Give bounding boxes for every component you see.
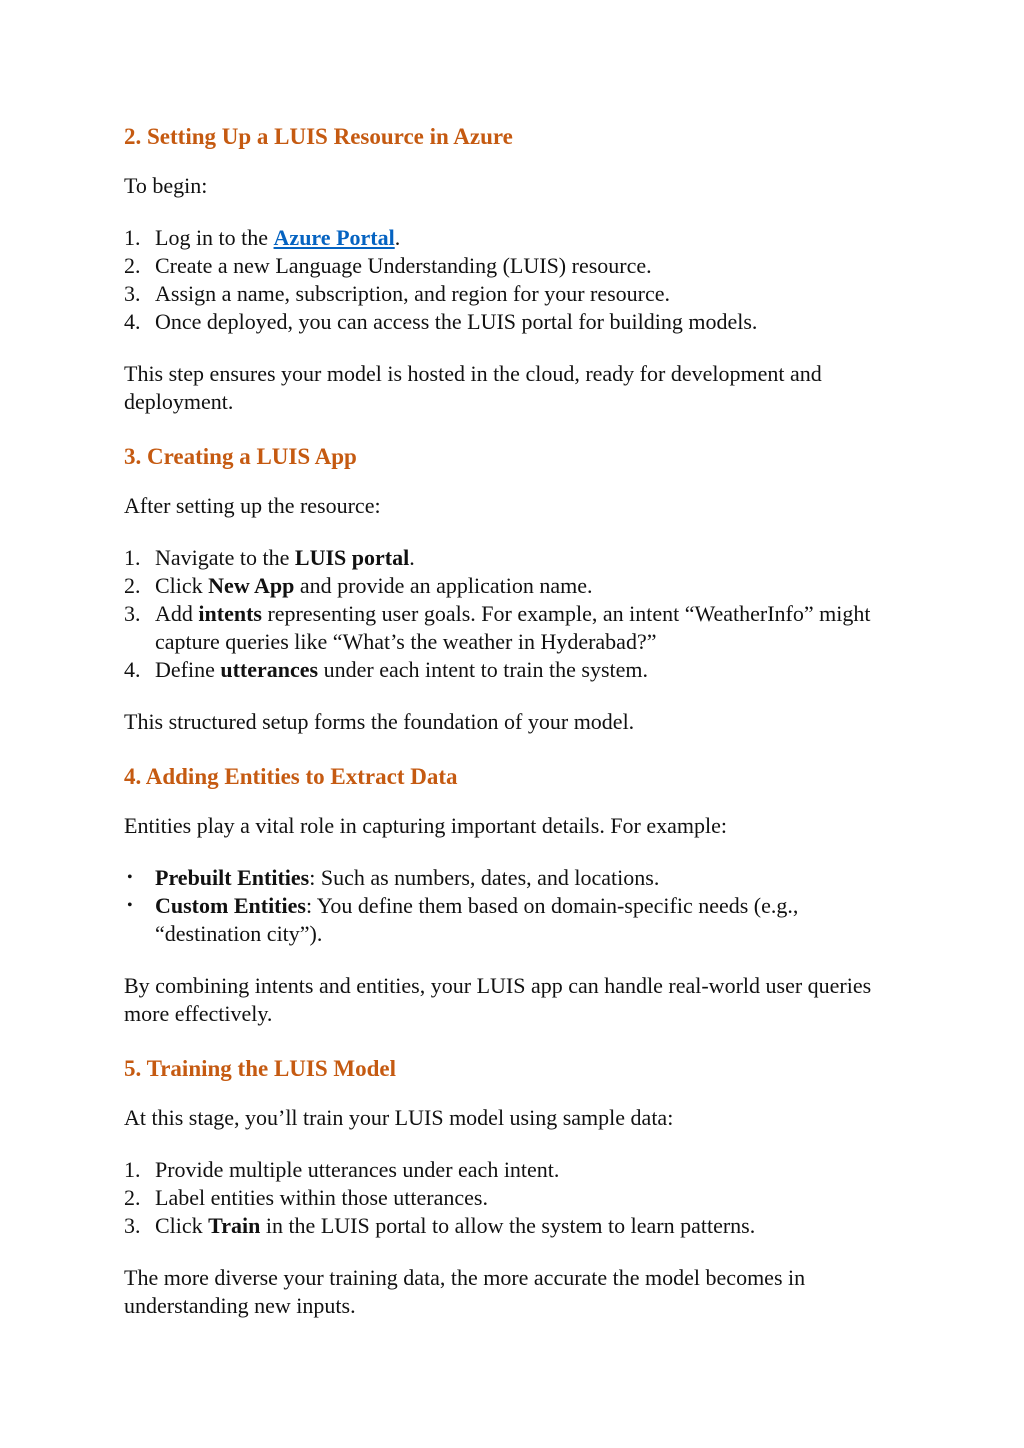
section-outro: The more diverse your training data, the more accurate the model becomes in understanding new inputs. [124, 1265, 806, 1318]
list-number: 3. [124, 601, 141, 626]
list-item [124, 252, 904, 280]
list-item-text: Log in to the [155, 225, 274, 250]
list-number: 1. [124, 1157, 141, 1182]
list-item-text: in the LUIS portal to allow the system to learn patterns. [260, 1213, 756, 1238]
section-intro: To begin: [124, 173, 208, 198]
section-heading: 3. Creating a LUIS App [124, 444, 357, 469]
bullet-icon: • [127, 869, 133, 886]
list-item-bold: Custom Entities [155, 893, 306, 918]
numbered-list [124, 1156, 904, 1240]
list-number: 2. [124, 253, 141, 278]
list-item-text: : You define them based on domain-specific needs (e.g., “destination city”). [155, 893, 799, 946]
list-item-text: Click [155, 1213, 209, 1238]
list-item [124, 1156, 904, 1184]
list-item [124, 1184, 904, 1212]
list-item-text: . [409, 545, 415, 570]
list-item-text: representing user goals. For example, an intent “WeatherInfo” might capture queries like “What’s the weather in Hyderabad?” [155, 601, 871, 654]
list-item-text: Assign a name, subscription, and region for your resource. [155, 281, 671, 306]
list-item [124, 308, 904, 336]
list-item [124, 1212, 904, 1240]
section-intro: Entities play a vital role in capturing important details. For example: [124, 813, 728, 838]
list-number: 2. [124, 573, 141, 598]
list-item-text: Provide multiple utterances under each intent. [155, 1157, 560, 1182]
list-item [124, 892, 904, 948]
section-outro: This step ensures your model is hosted in the cloud, ready for development and deployment. [124, 361, 822, 414]
list-item-text: Once deployed, you can access the LUIS portal for building models. [155, 309, 758, 334]
section-intro: After setting up the resource: [124, 493, 381, 518]
section-outro: This structured setup forms the foundation of your model. [124, 709, 635, 734]
section-intro: At this stage, you’ll train your LUIS model using sample data: [124, 1105, 674, 1130]
list-number: 3. [124, 281, 141, 306]
list-number: 2. [124, 1185, 141, 1210]
list-item-bold: intents [198, 601, 262, 626]
list-item [124, 864, 904, 892]
section-creating-app [124, 440, 904, 736]
list-item-text: Click [155, 573, 209, 598]
list-number: 4. [124, 309, 141, 334]
list-item-text: under each intent to train the system. [318, 657, 649, 682]
list-number: 4. [124, 657, 141, 682]
list-item [124, 600, 904, 656]
list-item-bold: utterances [220, 657, 319, 682]
list-number: 1. [124, 225, 141, 250]
section-adding-entities [124, 760, 904, 1028]
list-item [124, 544, 904, 572]
section-setup-resource [124, 120, 904, 416]
list-item-bold: New App [208, 573, 295, 598]
list-item-bold: Train [208, 1213, 261, 1238]
section-outro: By combining intents and entities, your LUIS app can handle real-world user queries more effectively. [124, 973, 872, 1026]
list-item [124, 656, 904, 684]
list-item [124, 572, 904, 600]
document-page [124, 120, 904, 1320]
list-item-text: : Such as numbers, dates, and locations. [309, 865, 660, 890]
list-number: 1. [124, 545, 141, 570]
section-heading: 5. Training the LUIS Model [124, 1056, 396, 1081]
list-item-text: and provide an application name. [294, 573, 593, 598]
bullet-icon: • [127, 897, 133, 914]
list-item-bold: LUIS portal [294, 545, 410, 570]
list-item [124, 224, 904, 252]
list-item-text: . [394, 225, 401, 250]
list-item-text: Add [155, 601, 199, 626]
section-heading: 2. Setting Up a LUIS Resource in Azure [124, 124, 513, 149]
list-number: 3. [124, 1213, 141, 1238]
section-training-model [124, 1052, 904, 1320]
list-item-text: Navigate to the [155, 545, 295, 570]
azure-portal-link[interactable]: Azure Portal [273, 225, 395, 250]
numbered-list [124, 544, 904, 684]
list-item-text: Create a new Language Understanding (LUIS) resource. [155, 253, 652, 278]
list-item [124, 280, 904, 308]
section-heading: 4. Adding Entities to Extract Data [124, 764, 458, 789]
numbered-list [124, 224, 904, 336]
list-item-text: Label entities within those utterances. [155, 1185, 488, 1210]
bullet-list [124, 864, 904, 948]
list-item-text: Define [155, 657, 221, 682]
list-item-bold: Prebuilt Entities [155, 865, 310, 890]
